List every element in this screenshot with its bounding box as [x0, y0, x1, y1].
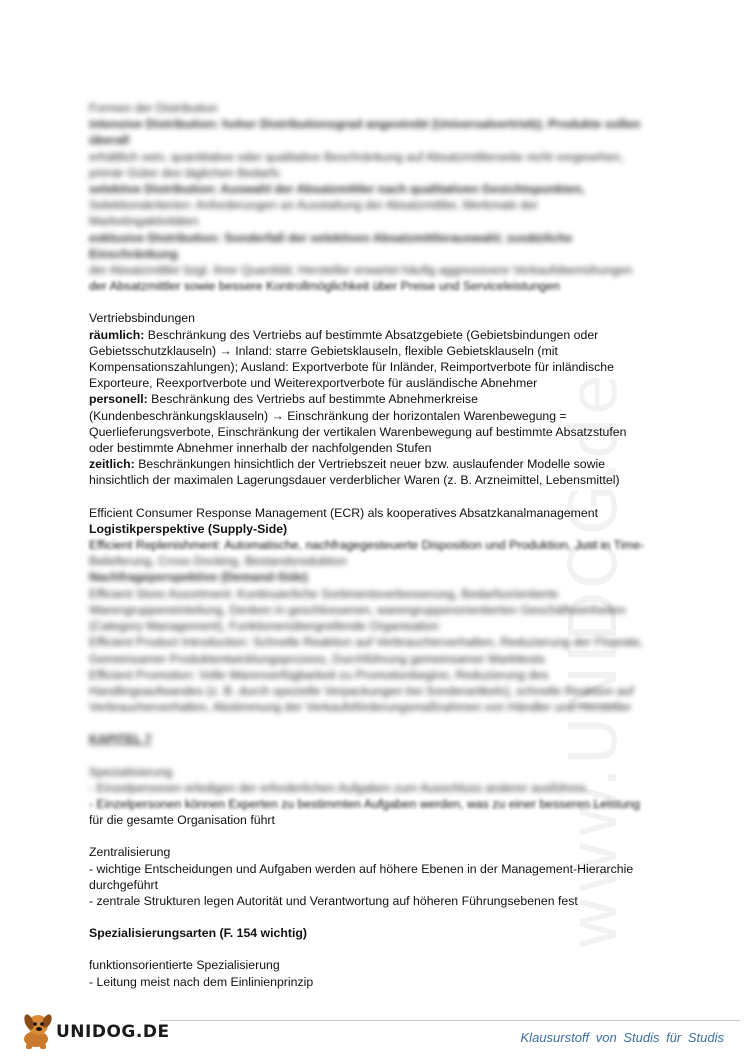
text-line: Exporteure, Reexportverbote und Weiterexportverbote für ausländische Abnehmer [89, 376, 538, 391]
blurred-subheading: Nachfrageperspektive (Demand-Side) [89, 570, 308, 585]
blurred-line: Gemeinsamer Produktentwicklungsprozess, Durchführung gemeinsamer Markttests [89, 651, 545, 666]
blurred-line: Verbraucherverhalten, Abstimmung der Verkaufsförderungsmaßnahmen von Händler und Hersteller [89, 700, 632, 715]
blurred-line: selektive Distribution: Auswahl der Absatzmittler nach qualitativen Gesichtspunkten, [89, 182, 585, 197]
blurred-line: der Absatzmittler bzgl. ihrer Quantität; Hersteller erwartet häufig aggressivere Verkaufsbemühungen [89, 263, 633, 278]
blurred-chapter-heading: KAPITEL 7 [89, 732, 152, 747]
text-line: Beschränkung des Vertriebs auf bestimmte Absatzgebiete (Gebietsbindungen oder [144, 327, 599, 342]
text-line: Kompensationszahlungen); Ausland: Exportverbote für Inländer, Reimportverbote für inländische [89, 360, 614, 375]
dog-mascot-icon [16, 1009, 60, 1051]
paragraph-raeumlich [89, 327, 661, 343]
document-body [89, 100, 661, 990]
blurred-line: Handlingsaufwandes (z. B. durch spezielle Verpackungen bei Sonderartikeln), schnelle Reaktion auf [89, 683, 634, 698]
blurred-line: exklusive Distribution: Sonderfall der selektiven Absatzmittlerauswahl; zusätzliche Einschränkung [89, 230, 573, 261]
blurred-line: Belieferung, Cross Docking, Bestandsreduktion [89, 554, 347, 569]
blurred-line: primär Güter des täglichen Bedarfs [89, 165, 280, 180]
text-line: - zentrale Strukturen legen Autorität und Verantwortung auf höheren Führungsebenen fest [89, 893, 578, 908]
blurred-heading: Formen der Distribution [89, 101, 218, 115]
partially-blurred-line: - Einzelpersonen können Experten zu bestimmten Aufgaben werden, was zu einer besseren Leistung [89, 796, 640, 811]
paragraph-personell [89, 391, 661, 407]
blurred-line: Efficient Promotion: Volle Warenverfügbarkeit zu Promotionbeginn, Reduzierung des [89, 667, 549, 682]
blurred-section-ecr [89, 553, 661, 796]
footer-slogan: Klausurstoff von Studis für Studis [520, 1030, 724, 1045]
section-heading-ecr: Efficient Consumer Response Management (ECR) als kooperatives Absatzkanalmanagement [89, 505, 598, 520]
text-line: Gebietsschutzklauseln) → Inland: starre Gebietsklauseln, flexible Gebietsklauseln (mit [89, 343, 558, 358]
section-heading-zentralisierung: Zentralisierung [89, 845, 171, 860]
text-line: funktionsorientierte Spezialisierung [89, 958, 280, 973]
partially-blurred-line: der Absatzmittler sowie bessere Kontrollmöglichkeit über Preise und Serviceleistungen [89, 279, 560, 294]
blurred-line: - Einzelpersonen erledigen der erforderlichen Aufgaben zum Ausschluss anderer ausführen [89, 780, 586, 795]
blurred-line: Marketingaktivitäten [89, 214, 199, 229]
text-line: oder bestimmte Abnehmer innerhalb der nachfolgenden Stufen [89, 441, 432, 456]
blurred-line: Warengruppeneinteilung, Denken in geschlossenen, warengruppenorientierten Geschäftseinheiten [89, 602, 626, 617]
term-label: zeitlich: [89, 457, 135, 472]
text-line: Querlieferungsverbote, Einschränkung der vertikalen Warenbewegung auf bestimmte Absatzstufen [89, 424, 627, 439]
term-label: personell: [89, 392, 148, 407]
logo-text: UNIDOG.DE [56, 1022, 170, 1042]
text-line: Beschränkungen hinsichtlich der Vertriebszeit neuer bzw. auslaufender Modelle sowie [134, 457, 606, 472]
text-line: - Leitung meist nach dem Einlinienprinzip [89, 974, 314, 989]
text-line: durchgeführt [89, 877, 159, 892]
text-line: Beschränkung des Vertriebs auf bestimmte Abnehmerkreise [147, 392, 478, 407]
text-line: für die gesamte Organisation führt [89, 813, 275, 828]
unidog-logo[interactable] [16, 1009, 176, 1051]
subheading-supply-side: Logistikperspektive (Supply-Side) [89, 521, 288, 536]
section-heading-vertriebsbindungen: Vertriebsbindungen [89, 311, 195, 326]
watermark: www.UNIDOG.de [555, 372, 632, 950]
text-line: (Kundenbeschränkungsklauseln) → Einschränkung der horizontalen Warenbewegung = [89, 408, 567, 423]
blurred-line: Selektionskriterien: Anforderungen an Ausstattung der Absatzmittler, Merkmale der [89, 198, 539, 213]
paragraph-zeitlich [89, 456, 661, 472]
blurred-section-distribution [89, 100, 661, 278]
blurred-line: Efficient Product Introduction: Schnelle Reaktion auf Verbraucherverhalten, Reduzierung der Floprate, [89, 635, 644, 650]
footer-divider [160, 1020, 740, 1021]
blurred-line: intensive Distribution: hoher Distributionsgrad angestrebt (Universalvertrieb); Produkte sollen überall [89, 117, 641, 148]
term-label: räumlich: [89, 327, 145, 342]
blurred-line: Efficient Store Assortment: Kontinuierliche Sortimentsverbesserung, Bedarfsorientierte [89, 586, 559, 601]
text-line: - wichtige Entscheidungen und Aufgaben werden auf höhere Ebenen in der Management-Hierarchie [89, 861, 634, 876]
partially-blurred-line: Efficient Replenishment: Automatische, nachfragegesteuerte Disposition und Produktion, Just in Time- [89, 538, 645, 553]
blurred-line: Spezialisierung [89, 764, 173, 779]
section-heading-spezialisierungsarten: Spezialisierungsarten (F. 154 wichtig) [89, 926, 307, 941]
text-line: hinsichtlich der maximalen Lagerungsdauer verderblicher Waren (z. B. Arzneimittel, Lebensmittel) [89, 473, 620, 488]
blurred-line: erhältlich sein, quantitative oder qualitative Beschränkung auf Absatzmittlerseite nicht vorgesehen, [89, 149, 624, 164]
blurred-line: (Category Management), Funktionenübergreifende Organisation [89, 619, 439, 634]
